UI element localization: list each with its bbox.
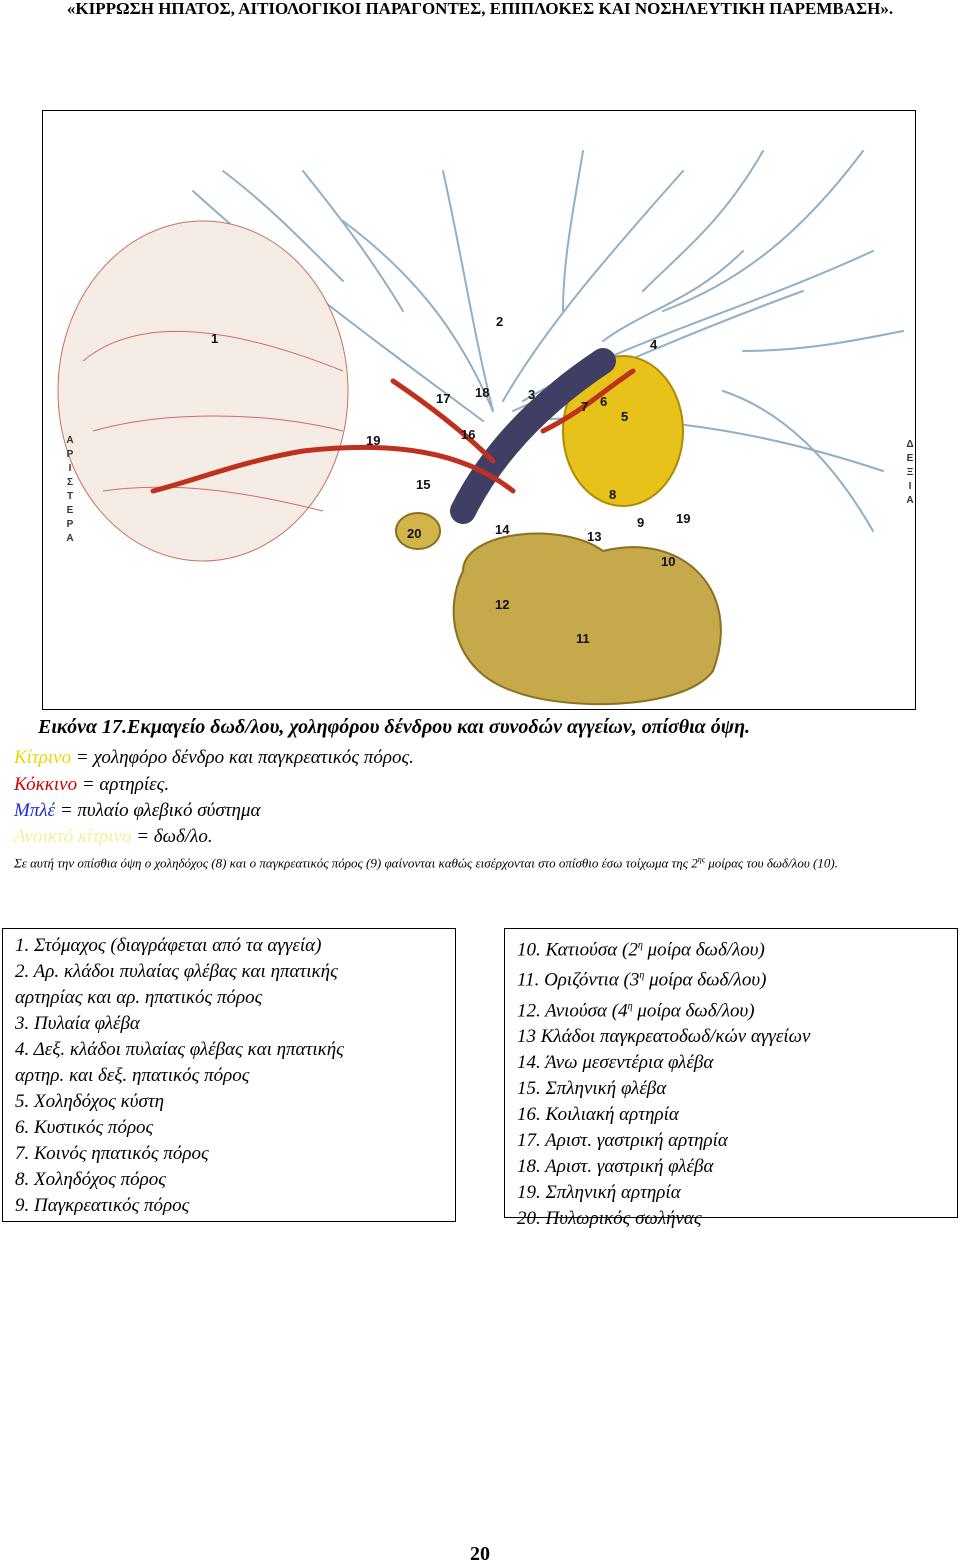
cast-illustration bbox=[43, 111, 916, 710]
list-item: 15. Σπληνική φλέβα bbox=[517, 1077, 667, 1099]
list-item: αρτηρ. και δεξ. ηπατικός πόρος bbox=[15, 1065, 250, 1086]
page-number: 20 bbox=[470, 1543, 490, 1565]
fig-label-11: 11 bbox=[576, 631, 590, 646]
list-item: 9. Παγκρεατικός πόρος bbox=[15, 1195, 190, 1216]
fig-label-6: 6 bbox=[600, 394, 608, 409]
list-item: 19. Σπληνική αρτηρία bbox=[517, 1181, 681, 1203]
list-item: 8. Χοληδόχος πόρος bbox=[15, 1169, 166, 1190]
labels-list-left bbox=[2, 928, 456, 1222]
fig-label-2: 2 bbox=[496, 314, 504, 329]
list-item: 6. Κυστικός πόρος bbox=[15, 1117, 154, 1138]
fig-label-12: 12 bbox=[495, 597, 510, 612]
fig-label-4: 4 bbox=[650, 337, 658, 352]
legend-light-yellow-name: Ανοικτό κίτρινο bbox=[14, 826, 132, 847]
fig-label-3: 3 bbox=[528, 387, 536, 402]
fig-label-10: 10 bbox=[661, 554, 676, 569]
fig-label-16: 16 bbox=[461, 427, 476, 442]
legend-blue bbox=[14, 800, 261, 822]
fig-label-14: 14 bbox=[495, 522, 510, 537]
legend-red-name: Κόκκινο bbox=[14, 774, 78, 795]
list-item: 17. Αριστ. γαστρική αρτηρία bbox=[517, 1129, 728, 1151]
legend-light-yellow-text: = δωδ/λο. bbox=[131, 826, 213, 847]
stomach-network bbox=[58, 221, 348, 561]
fig-label-19: 19 bbox=[366, 433, 381, 448]
list-item: 11. Οριζόντια ($3^\eta$ μοίρα δωδ/λου) bbox=[517, 969, 767, 991]
fig-label-19b: 19 bbox=[676, 511, 691, 526]
fig-label-13: 13 bbox=[587, 529, 602, 544]
legend-light-yellow bbox=[14, 826, 213, 848]
fig-label-1: 1 bbox=[211, 331, 219, 346]
legend-blue-text: = πυλαίο φλεβικό σύστημα bbox=[55, 800, 261, 821]
anatomy-figure bbox=[42, 110, 916, 710]
list-item: 16. Κοιλιακή αρτηρία bbox=[517, 1103, 679, 1125]
legend-yellow-name: Κίτρινο bbox=[14, 747, 72, 768]
list-item: 13 Κλάδοι παγκρεατοδωδ/κών αγγείων bbox=[517, 1025, 811, 1047]
left-side-label: Α Ρ Ι Σ Τ Ε Ρ Α bbox=[66, 435, 74, 544]
legend-yellow bbox=[14, 747, 414, 769]
figure-caption: Εικόνα 17.Εκμαγείο δωδ/λου, χοληφόρου δένδρου και συνοδών αγγείων, οπίσθια όψη. bbox=[38, 716, 751, 738]
list-item: 10. Κατιούσα ($2^\eta$ μοίρα δωδ/λου) bbox=[517, 939, 765, 961]
right-side-label: Δ Ε Ξ Ι Α bbox=[906, 439, 914, 506]
list-item: αρτηρίας και αρ. ηπατικός πόρος bbox=[15, 987, 263, 1008]
fig-label-7: 7 bbox=[581, 399, 589, 414]
fig-label-15: 15 bbox=[416, 477, 431, 492]
list-item: 3. Πυλαία φλέβα bbox=[15, 1013, 140, 1034]
list-item: 20. Πυλωρικός σωλήνας bbox=[517, 1207, 702, 1229]
legend-yellow-text: = χοληφόρο δένδρο και παγκρεατικός πόρος. bbox=[71, 747, 414, 768]
legend-blue-name: Μπλέ bbox=[14, 800, 56, 821]
labels-list-right bbox=[504, 928, 958, 1229]
list-item: 7. Κοινός ηπατικός πόρος bbox=[15, 1143, 209, 1164]
list-item: 12. Ανιούσα ($4^\eta$ μοίρα δωδ/λου) bbox=[517, 999, 755, 1021]
fig-label-20: 20 bbox=[407, 526, 422, 541]
list-item: 18. Αριστ. γαστρική φλέβα bbox=[517, 1155, 714, 1177]
fig-label-18: 18 bbox=[475, 385, 490, 400]
legend-red bbox=[14, 774, 169, 796]
document-header: «ΚΙΡΡΩΣΗ ΗΠΑΤΟΣ, ΑΙΤΙΟΛΟΓΙΚΟΙ ΠΑΡΑΓΟΝΤΕΣ, ΕΠΙΠΛΟΚΕΣ ΚΑΙ ΝΟΣΗΛΕΥΤΙΚΗ ΠΑΡΕΜΒΑΣΗ». bbox=[66, 0, 894, 18]
fig-label-17: 17 bbox=[436, 391, 451, 406]
fig-label-9: 9 bbox=[637, 515, 645, 530]
list-item: 5. Χοληδόχος κύστη bbox=[15, 1091, 165, 1112]
duodenum bbox=[454, 534, 721, 705]
list-item: 4. Δεξ. κλάδοι πυλαίας φλέβας και ηπατικής bbox=[15, 1039, 344, 1060]
list-item: 2. Αρ. κλάδοι πυλαίας φλέβας και ηπατικής bbox=[15, 961, 338, 982]
list-item: 1. Στόμαχος (διαγράφεται από τα αγγεία) bbox=[15, 935, 322, 956]
list-item: 14. Άνω μεσεντέρια φλέβα bbox=[517, 1051, 714, 1073]
legend-red-text: = αρτηρίες. bbox=[77, 774, 170, 795]
fig-label-5: 5 bbox=[621, 409, 629, 424]
fig-label-8: 8 bbox=[609, 487, 617, 502]
figure-note: Σε αυτή την οπίσθια όψη ο χοληδόχος (8) και ο παγκρεατικός πόρος (9) φαίνονται καθώς εισέρχονται στο οπίσθιο έσω τοίχωμα της $2^{\eta\varsigma}$ μοίρας του δωδ/λου (10). bbox=[14, 855, 838, 871]
